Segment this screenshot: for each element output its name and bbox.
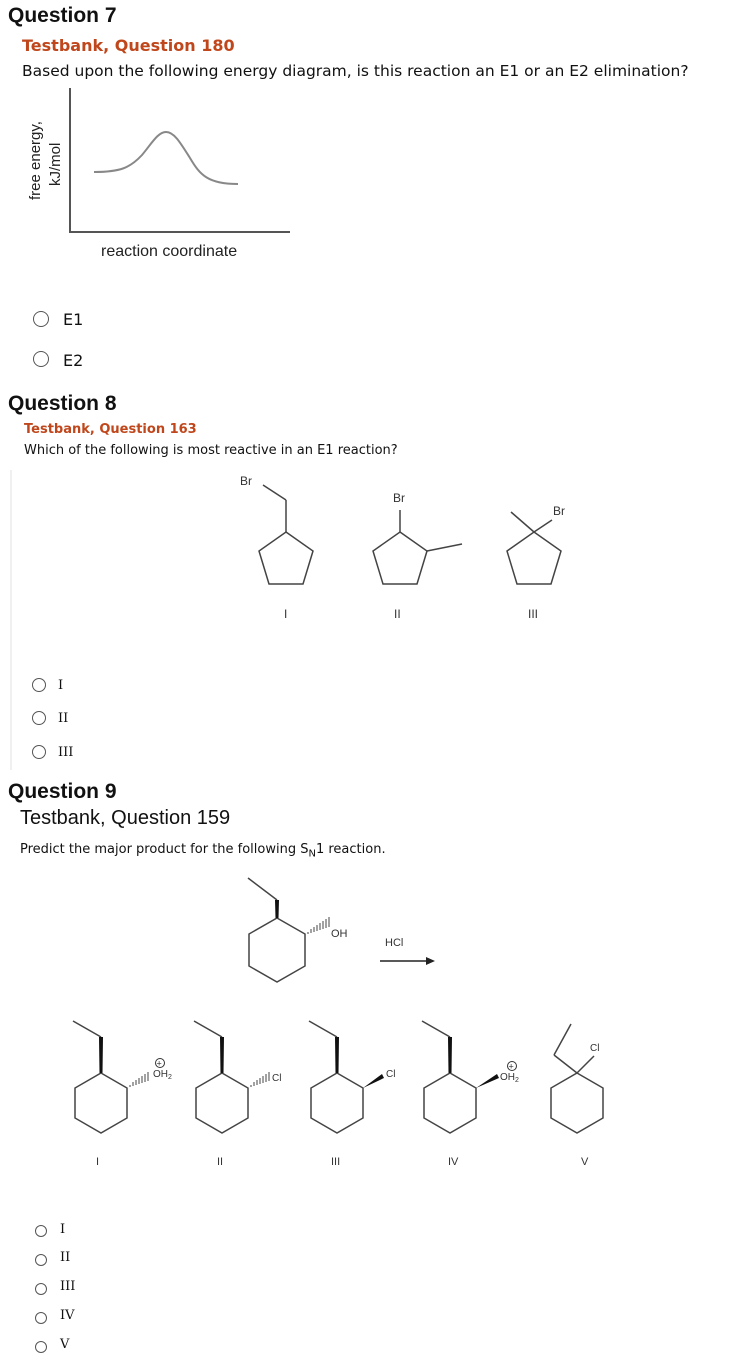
q9-product-4-plus: +: [508, 1061, 514, 1072]
q9-reagent: HCl: [385, 937, 404, 949]
q9-product-4-oh2: $OH_2$: [500, 1072, 519, 1084]
question-8-title: Question 8: [8, 392, 117, 415]
question-9-source: Testbank, Question 159: [20, 807, 231, 829]
q9-product-label-3: III: [331, 1156, 341, 1168]
q9-product-label-1: I: [96, 1156, 100, 1168]
q9-option-2-radio[interactable]: [35, 1254, 47, 1266]
question-8-left-border: [10, 470, 12, 770]
energy-diagram: [20, 80, 300, 270]
q9-option-1-radio[interactable]: [35, 1225, 47, 1237]
q9-product-2-cl: Cl: [272, 1073, 282, 1084]
q9-product-label-4: IV: [448, 1156, 459, 1168]
q9-product-label-2: II: [217, 1156, 224, 1168]
q8-structure-label-3: III: [528, 607, 539, 621]
q9-option-1-label[interactable]: I: [60, 1222, 66, 1237]
energy-diagram-xlabel: reaction coordinate: [101, 243, 238, 260]
q9-reactant-oh: OH: [331, 928, 348, 940]
q8-structure-3-br: Br: [553, 504, 565, 518]
q8-structure-label-2: II: [394, 607, 401, 621]
q9-product-5-cl: Cl: [590, 1043, 600, 1054]
q8-structure-1-br: Br: [240, 474, 252, 488]
q9-product-label-5: V: [581, 1156, 589, 1168]
q9-product-1-oh2: $OH_2$: [153, 1069, 172, 1081]
question-8-source: Testbank, Question 163: [24, 422, 197, 437]
q7-option-e2-label[interactable]: E2: [63, 351, 84, 370]
q9-option-3-label[interactable]: III: [60, 1279, 76, 1294]
energy-diagram-ylabel-2: kJ/mol: [47, 142, 64, 186]
q8-option-1-radio[interactable]: [32, 678, 46, 692]
question-8-prompt: Which of the following is most reactive in an E1 reaction?: [24, 443, 398, 458]
q9-option-4-radio[interactable]: [35, 1312, 47, 1324]
q9-option-2-label[interactable]: II: [60, 1250, 71, 1265]
question-7-prompt: Based upon the following energy diagram, is this reaction an E1 or an E2 elimination?: [22, 62, 689, 80]
q9-product-1-plus: +: [156, 1058, 162, 1069]
q8-structure-2-br: Br: [393, 491, 405, 505]
q9-option-3-radio[interactable]: [35, 1283, 47, 1295]
q8-option-1-label[interactable]: I: [58, 678, 64, 693]
q8-structure-label-1: I: [284, 607, 288, 621]
question-9-prompt: Predict the major product for the following $S_N1$ reaction.: [20, 842, 386, 860]
q9-option-4-label[interactable]: IV: [60, 1308, 75, 1323]
q9-products: [60, 1015, 620, 1175]
q9-option-5-radio[interactable]: [35, 1341, 47, 1353]
q8-option-2-label[interactable]: II: [58, 711, 69, 726]
q8-option-2-radio[interactable]: [32, 711, 46, 725]
q7-option-e1-radio[interactable]: [33, 311, 49, 327]
q8-structures: [230, 468, 580, 628]
q8-option-3-label[interactable]: III: [58, 745, 74, 760]
q7-option-e1-label[interactable]: E1: [63, 310, 84, 329]
question-9-title: Question 9: [8, 780, 117, 803]
q8-option-3-radio[interactable]: [32, 745, 46, 759]
energy-curve: [94, 132, 238, 184]
question-7-title: Question 7: [8, 4, 117, 27]
q7-option-e2-radio[interactable]: [33, 351, 49, 367]
question-7-source: Testbank, Question 180: [22, 36, 235, 55]
q9-product-3-cl: Cl: [386, 1069, 396, 1080]
q9-option-5-label[interactable]: V: [60, 1337, 70, 1352]
energy-diagram-ylabel-1: free energy,: [27, 121, 44, 200]
q9-reactant: [230, 870, 450, 1006]
